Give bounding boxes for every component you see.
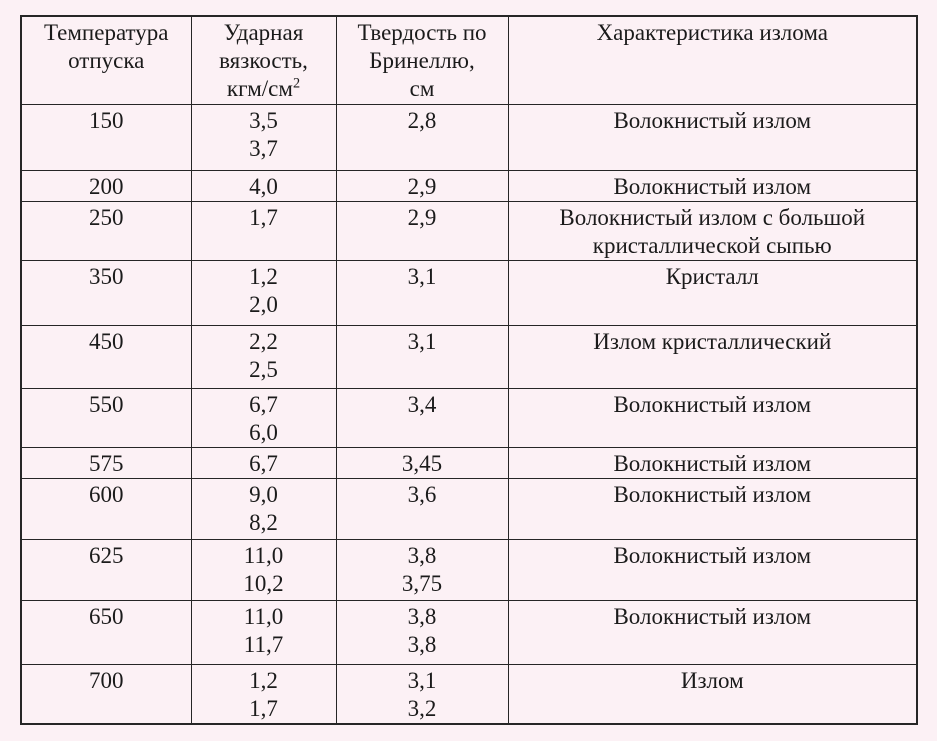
- table-row: [21, 104, 917, 170]
- cell-toughness-line: 11,0: [243, 542, 284, 568]
- cell-fracture-line: Излом: [680, 667, 744, 693]
- cell-toughness-line: 11,0: [243, 603, 284, 629]
- header-temperature-line1: Температура: [43, 20, 169, 45]
- cell-fracture: [508, 325, 917, 388]
- cell-fracture: [508, 260, 917, 325]
- cell-hardness: [336, 539, 508, 600]
- cell-hardness-line: 3,1: [407, 328, 437, 354]
- cell-temp-line: 700: [89, 667, 124, 693]
- cell-hardness-line: 3,75: [401, 570, 443, 596]
- cell-hardness: [336, 600, 508, 664]
- cell-toughness-line: 3,7: [249, 135, 278, 161]
- cell-fracture-line: Волокнистый излом: [613, 173, 812, 199]
- cell-toughness: [191, 388, 336, 447]
- cell-hardness-line: 3,1: [407, 667, 437, 693]
- cell-toughness-line: 1,7: [249, 204, 278, 230]
- cell-fracture: [508, 388, 917, 447]
- cell-fracture: [508, 104, 917, 170]
- cell-temp-line: 625: [89, 542, 124, 568]
- cell-toughness-line: 11,7: [243, 631, 284, 657]
- header-toughness: [191, 16, 336, 104]
- cell-hardness-line: 3,8: [407, 603, 437, 629]
- cell-fracture-line: Волокнистый излом: [613, 450, 812, 476]
- cell-fracture: [508, 664, 917, 724]
- cell-toughness-line: 10,2: [243, 570, 284, 596]
- table-row: [21, 201, 917, 260]
- table-header: [21, 16, 917, 104]
- cell-hardness: [336, 201, 508, 260]
- cell-temp: [21, 325, 191, 388]
- cell-fracture: [508, 201, 917, 260]
- cell-hardness-line: 3,8: [407, 631, 437, 657]
- cell-hardness-line: 2,9: [407, 173, 437, 199]
- cell-toughness-line: 4,0: [249, 173, 278, 199]
- table-row: [21, 539, 917, 600]
- cell-fracture: [508, 600, 917, 664]
- cell-toughness-line: 6,0: [249, 419, 278, 445]
- cell-toughness: [191, 260, 336, 325]
- header-temperature-line2: отпуска: [68, 48, 145, 73]
- cell-toughness: [191, 447, 336, 478]
- cell-temp: [21, 201, 191, 260]
- cell-temp-line: 350: [89, 263, 124, 289]
- cell-fracture-line: Кристалл: [665, 263, 759, 289]
- cell-temp: [21, 539, 191, 600]
- cell-fracture-line: Волокнистый излом: [613, 481, 812, 507]
- header-toughness-unit: [198, 75, 330, 103]
- cell-hardness: [336, 260, 508, 325]
- cell-hardness-line: 3,8: [407, 542, 437, 568]
- cell-toughness: [191, 170, 336, 201]
- cell-hardness: [336, 664, 508, 724]
- cell-toughness-line: 2,0: [249, 291, 278, 317]
- cell-hardness: [336, 478, 508, 539]
- header-hardness: [336, 16, 508, 104]
- table-row: [21, 478, 917, 539]
- cell-hardness-line: 3,45: [401, 450, 443, 476]
- cell-toughness-line: 1,2: [249, 263, 278, 289]
- cell-toughness-line: 2,5: [249, 356, 278, 382]
- cell-fracture-line: Волокнистый излом: [613, 391, 812, 417]
- table-row: [21, 600, 917, 664]
- cell-temp-line: 150: [89, 107, 124, 133]
- header-fracture: [508, 16, 917, 104]
- header-toughness-line1: Ударная: [223, 20, 304, 45]
- table-row: [21, 325, 917, 388]
- tempering-data-table: [20, 15, 918, 725]
- cell-toughness-line: 1,7: [249, 695, 278, 721]
- cell-toughness-line: 6,7: [249, 391, 278, 417]
- table-row: [21, 170, 917, 201]
- cell-temp-line: 575: [89, 450, 124, 476]
- cell-toughness: [191, 104, 336, 170]
- cell-fracture: [508, 539, 917, 600]
- cell-temp-line: 200: [89, 173, 124, 199]
- cell-temp: [21, 170, 191, 201]
- cell-hardness-line: 2,9: [407, 204, 437, 230]
- cell-hardness-line: 3,1: [407, 263, 437, 289]
- cell-hardness-line: 2,8: [407, 107, 437, 133]
- header-hardness-line2: Бринеллю,: [369, 48, 475, 73]
- table-row: [21, 388, 917, 447]
- cell-fracture-line: Волокнистый излом: [613, 603, 812, 629]
- table-row: [21, 447, 917, 478]
- cell-fracture-line: Излом кристаллический: [593, 328, 832, 354]
- cell-fracture-line: Волокнистый излом: [613, 107, 812, 133]
- cell-temp: [21, 447, 191, 478]
- header-row: [21, 16, 917, 104]
- cell-hardness-line: 3,6: [407, 481, 437, 507]
- cell-toughness-line: 9,0: [249, 481, 278, 507]
- cell-temp-line: 550: [89, 391, 124, 417]
- cell-temp: [21, 388, 191, 447]
- cell-toughness-line: 1,2: [249, 667, 278, 693]
- cell-hardness: [336, 104, 508, 170]
- cell-hardness: [336, 447, 508, 478]
- cell-toughness: [191, 478, 336, 539]
- table-body: [21, 104, 917, 724]
- cell-toughness: [191, 664, 336, 724]
- cell-temp: [21, 664, 191, 724]
- cell-fracture-line: Волокнистый излом с большой кристаллической сыпью: [559, 204, 866, 258]
- cell-toughness: [191, 201, 336, 260]
- cell-fracture: [508, 447, 917, 478]
- cell-toughness: [191, 325, 336, 388]
- cell-temp: [21, 478, 191, 539]
- cell-temp-line: 600: [89, 481, 124, 507]
- cell-temp: [21, 260, 191, 325]
- header-temperature: [21, 16, 191, 104]
- cell-toughness-line: 8,2: [249, 509, 278, 535]
- header-toughness-unit-base: кгм/см: [226, 76, 293, 101]
- cell-hardness-line: 3,4: [407, 391, 437, 417]
- header-fracture-line1: Характеристика излома: [596, 20, 828, 45]
- header-toughness-line2: вязкость,: [219, 48, 308, 73]
- cell-toughness-line: 2,2: [249, 328, 278, 354]
- cell-fracture-line: Волокнистый излом: [613, 542, 812, 568]
- table-row: [21, 664, 917, 724]
- cell-hardness: [336, 325, 508, 388]
- table-row: [21, 260, 917, 325]
- cell-hardness: [336, 170, 508, 201]
- header-toughness-unit-superscript: 2: [292, 75, 301, 92]
- header-hardness-line1: Твердость по: [357, 20, 487, 45]
- cell-toughness: [191, 600, 336, 664]
- cell-temp: [21, 104, 191, 170]
- cell-fracture: [508, 478, 917, 539]
- cell-temp-line: 650: [89, 603, 124, 629]
- header-hardness-line3: см: [409, 76, 435, 101]
- cell-hardness-line: 3,2: [407, 695, 437, 721]
- cell-toughness: [191, 539, 336, 600]
- cell-toughness-line: 6,7: [249, 450, 278, 476]
- cell-temp-line: 450: [89, 328, 124, 354]
- cell-fracture: [508, 170, 917, 201]
- cell-hardness: [336, 388, 508, 447]
- cell-temp-line: 250: [89, 204, 124, 230]
- cell-temp: [21, 600, 191, 664]
- cell-toughness-line: 3,5: [249, 107, 278, 133]
